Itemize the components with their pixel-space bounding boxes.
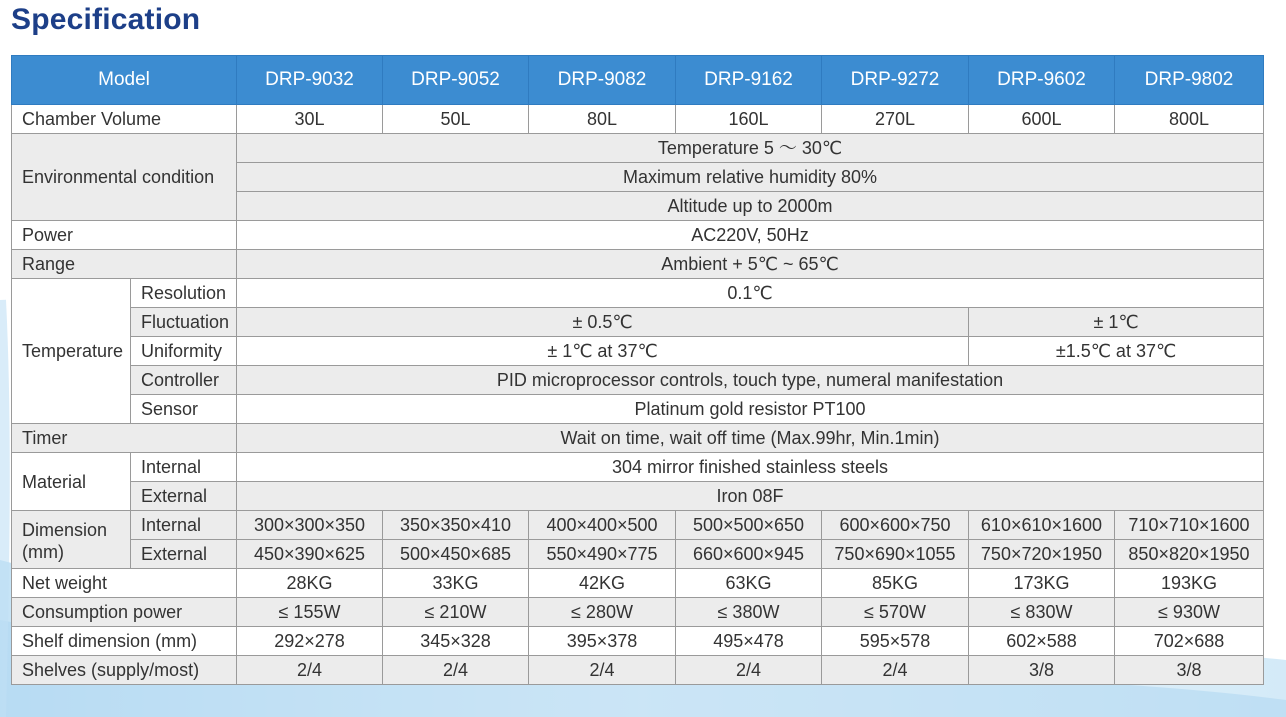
table-cell: 30L [237, 105, 383, 134]
table-cell: ≤ 830W [969, 598, 1115, 627]
table-row-shelves [12, 656, 1264, 685]
table-cell: 500×500×650 [676, 511, 822, 540]
table-cell: 400×400×500 [529, 511, 676, 540]
table-cell: 3/8 [969, 656, 1115, 685]
table-cell: 602×588 [969, 627, 1115, 656]
table-row-dimension-internal [12, 511, 1264, 540]
table-cell: 33KG [383, 569, 529, 598]
row-label: Timer [12, 424, 237, 453]
header-model: DRP-9032 [237, 56, 383, 105]
table-cell: 800L [1115, 105, 1264, 134]
row-label: Power [12, 221, 237, 250]
table-row-net-weight [12, 569, 1264, 598]
table-cell: Iron 08F [237, 482, 1264, 511]
table-cell: 450×390×625 [237, 540, 383, 569]
table-cell: 595×578 [822, 627, 969, 656]
table-row-fluctuation [12, 308, 1264, 337]
table-cell: PID microprocessor controls, touch type, numeral manifestation [237, 366, 1264, 395]
table-cell: 42KG [529, 569, 676, 598]
header-model: DRP-9802 [1115, 56, 1264, 105]
table-cell: 495×478 [676, 627, 822, 656]
table-cell: ± 0.5℃ [237, 308, 969, 337]
table-cell: 2/4 [676, 656, 822, 685]
row-sublabel: External [131, 540, 237, 569]
table-cell: 2/4 [383, 656, 529, 685]
table-cell: 3/8 [1115, 656, 1264, 685]
table-cell: 2/4 [822, 656, 969, 685]
table-cell: Ambient + 5℃ ~ 65℃ [237, 250, 1264, 279]
table-cell: 193KG [1115, 569, 1264, 598]
header-model-label: Model [12, 56, 237, 105]
table-cell: Maximum relative humidity 80% [237, 163, 1264, 192]
page-title: Specification [11, 3, 201, 36]
table-cell: 2/4 [237, 656, 383, 685]
row-label: Chamber Volume [12, 105, 237, 134]
row-label: Range [12, 250, 237, 279]
header-model: DRP-9602 [969, 56, 1115, 105]
table-row-chamber-volume [12, 105, 1264, 134]
table-cell: ± 1℃ [969, 308, 1264, 337]
table-cell: 270L [822, 105, 969, 134]
table-cell: 345×328 [383, 627, 529, 656]
header-model: DRP-9052 [383, 56, 529, 105]
table-row-controller [12, 366, 1264, 395]
table-row-material-external [12, 482, 1264, 511]
header-model: DRP-9272 [822, 56, 969, 105]
row-sublabel: Internal [131, 511, 237, 540]
table-cell: Temperature 5 ～ 30℃ [237, 134, 1264, 163]
table-cell: 50L [383, 105, 529, 134]
table-cell: 85KG [822, 569, 969, 598]
table-cell: 173KG [969, 569, 1115, 598]
table-cell: 702×688 [1115, 627, 1264, 656]
table-cell: Platinum gold resistor PT100 [237, 395, 1264, 424]
row-label [12, 511, 131, 569]
table-row-dimension-external [12, 540, 1264, 569]
row-sublabel: Fluctuation [131, 308, 237, 337]
table-cell: 850×820×1950 [1115, 540, 1264, 569]
table-cell: ≤ 155W [237, 598, 383, 627]
table-row-material-internal [12, 453, 1264, 482]
table-cell: ≤ 210W [383, 598, 529, 627]
table-cell: 600×600×750 [822, 511, 969, 540]
table-cell: 610×610×1600 [969, 511, 1115, 540]
row-label: Shelves (supply/most) [12, 656, 237, 685]
table-cell: 710×710×1600 [1115, 511, 1264, 540]
table-cell: ± 1℃ at 37℃ [237, 337, 969, 366]
table-cell: ±1.5℃ at 37℃ [969, 337, 1264, 366]
table-cell: 80L [529, 105, 676, 134]
table-row-environment-temperature [12, 134, 1264, 163]
table-cell: Altitude up to 2000m [237, 192, 1264, 221]
row-sublabel: External [131, 482, 237, 511]
table-cell: Wait on time, wait off time (Max.99hr, Min.1min) [237, 424, 1264, 453]
table-cell: 660×600×945 [676, 540, 822, 569]
table-cell: 63KG [676, 569, 822, 598]
row-label-line: (mm) [22, 541, 64, 562]
table-cell: 160L [676, 105, 822, 134]
row-label: Consumption power [12, 598, 237, 627]
table-cell: 292×278 [237, 627, 383, 656]
header-model: DRP-9082 [529, 56, 676, 105]
table-cell: 350×350×410 [383, 511, 529, 540]
row-sublabel: Controller [131, 366, 237, 395]
table-row-consumption-power [12, 598, 1264, 627]
table-row-shelf-dimension [12, 627, 1264, 656]
table-cell: 28KG [237, 569, 383, 598]
table-cell: ≤ 280W [529, 598, 676, 627]
table-row-uniformity [12, 337, 1264, 366]
table-row-range [12, 250, 1264, 279]
table-cell: 0.1℃ [237, 279, 1264, 308]
table-row-resolution [12, 279, 1264, 308]
table-cell: ≤ 930W [1115, 598, 1264, 627]
row-label: Material [12, 453, 131, 511]
table-row-power [12, 221, 1264, 250]
table-cell: ≤ 570W [822, 598, 969, 627]
table-cell: 750×720×1950 [969, 540, 1115, 569]
table-cell: 304 mirror finished stainless steels [237, 453, 1264, 482]
table-cell: AC220V, 50Hz [237, 221, 1264, 250]
row-label: Shelf dimension (mm) [12, 627, 237, 656]
table-cell: ≤ 380W [676, 598, 822, 627]
table-header-row [12, 56, 1264, 105]
table-cell: 750×690×1055 [822, 540, 969, 569]
table-cell: 500×450×685 [383, 540, 529, 569]
row-label: Environmental condition [12, 134, 237, 221]
specification-table [11, 55, 1264, 685]
table-row-sensor [12, 395, 1264, 424]
row-sublabel: Uniformity [131, 337, 237, 366]
table-row-timer [12, 424, 1264, 453]
table-cell: 600L [969, 105, 1115, 134]
row-sublabel: Internal [131, 453, 237, 482]
row-label: Net weight [12, 569, 237, 598]
header-model: DRP-9162 [676, 56, 822, 105]
row-sublabel: Resolution [131, 279, 237, 308]
table-cell: 300×300×350 [237, 511, 383, 540]
row-sublabel: Sensor [131, 395, 237, 424]
row-label: Temperature [12, 279, 131, 424]
table-cell: 2/4 [529, 656, 676, 685]
row-label-line: Dimension [22, 519, 108, 540]
table-cell: 550×490×775 [529, 540, 676, 569]
table-cell: 395×378 [529, 627, 676, 656]
